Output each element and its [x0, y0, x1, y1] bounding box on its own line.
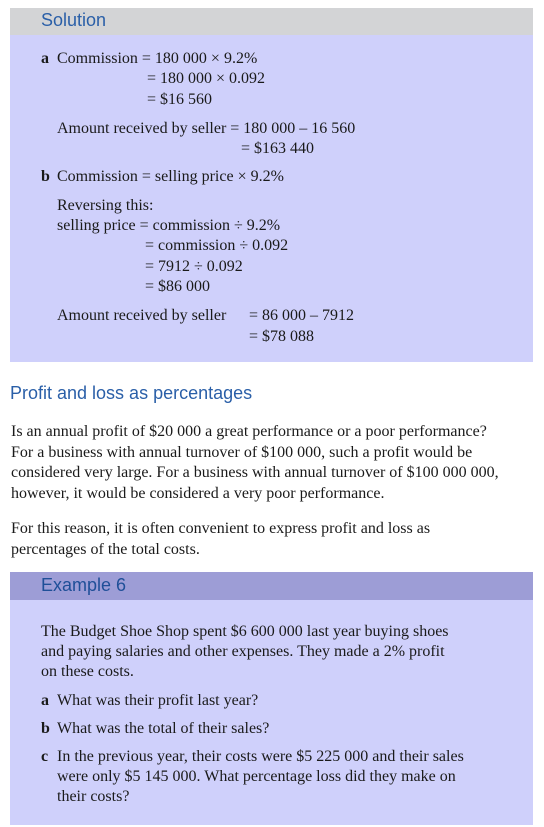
paragraph-2	[11, 519, 533, 560]
section-heading: Profit and loss as percentages	[10, 383, 253, 403]
solution-header	[10, 8, 533, 35]
part-b-line1: Commission = selling price × 9.2%	[57, 168, 284, 185]
paragraph-line: For this reason, it is often convenient to express profit and loss as	[11, 520, 431, 537]
example-header	[10, 572, 533, 600]
question-a-label: a	[41, 692, 49, 709]
part-b-sp-line2: = commission ÷ 0.092	[145, 237, 289, 254]
part-a-line1: Commission = 180 000 × 9.2%	[57, 50, 258, 67]
question-c-line: their costs?	[57, 788, 130, 805]
part-b-amount-line2: = $78 088	[249, 328, 315, 345]
part-b-amount-label: Amount received by seller	[57, 307, 227, 324]
part-a-amount: Amount received by seller = 180 000 – 16 560	[57, 120, 356, 137]
part-b-reversing: Reversing this:	[57, 197, 154, 214]
example-intro-line: on these costs.	[41, 663, 134, 680]
paragraph-line: however, it would be considered a very poor performance.	[11, 484, 385, 502]
example-intro-line: The Budget Shoe Shop spent $6 600 000 last year buying shoes	[41, 623, 449, 640]
paragraph-line: percentages of the total costs.	[11, 540, 200, 558]
part-a-line2: = 180 000 × 0.092	[147, 70, 266, 87]
part-b-sp-line4: = $86 000	[145, 278, 211, 295]
question-b-text: What was the total of their sales?	[57, 720, 270, 737]
solution-title: Solution	[41, 10, 107, 30]
paragraph-line: Is an annual profit of $20 000 a great performance or a poor performance?	[11, 423, 487, 440]
part-b-label: b	[41, 168, 50, 185]
paragraph-line: considered very large. For a business with annual turnover of $100 000 000,	[11, 464, 499, 481]
part-b-sp-line1: selling price = commission ÷ 9.2%	[57, 217, 281, 234]
question-c-line: In the previous year, their costs were $5 225 000 and their sales	[57, 748, 464, 765]
part-a-line3: = $16 560	[147, 91, 213, 108]
question-a-text: What was their profit last year?	[57, 692, 259, 709]
question-c-line: were only $5 145 000. What percentage loss did they make on	[57, 768, 456, 785]
question-b-label: b	[41, 720, 50, 737]
part-a-label: a	[41, 50, 49, 67]
part-a-amount-result: = $163 440	[241, 140, 315, 157]
part-b-sp-line3: = 7912 ÷ 0.092	[145, 258, 243, 275]
part-b-amount-line1: = 86 000 – 7912	[249, 307, 355, 324]
example-title: Example 6	[41, 575, 127, 595]
question-c-label: c	[41, 748, 49, 765]
example-intro-line: and paying salaries and other expenses. They made a 2% profit	[41, 643, 445, 660]
paragraph-1	[11, 422, 533, 504]
paragraph-line: For a business with annual turnover of $100 000, such a profit would be	[11, 443, 473, 461]
